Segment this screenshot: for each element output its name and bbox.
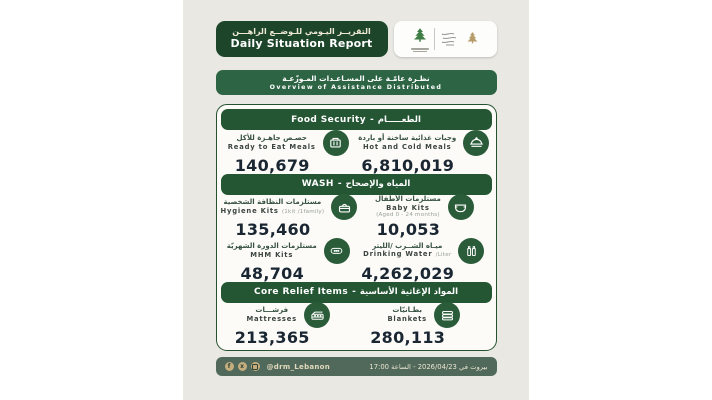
infographic-canvas (183, 0, 529, 400)
calligraphy-mark (440, 30, 460, 48)
stat-baby-kits (357, 195, 491, 239)
stat-label-english: Baby Kits (386, 203, 430, 212)
stat-value: 135,460 (235, 220, 311, 240)
stat-label-arabic: فرشـــات (255, 306, 289, 315)
stat-value: 10,053 (376, 220, 441, 240)
x-icon: x (238, 362, 247, 371)
stats-box (216, 104, 497, 351)
presidency-tan-cedar-logo (465, 30, 480, 48)
stat-label-arabic: وجبات غذائية ساخنة أو باردة (358, 133, 457, 142)
water-bottle-icon (458, 238, 484, 264)
stat-value: 4,262,029 (361, 263, 455, 283)
stat-value: 140,679 (234, 155, 310, 175)
footer-bar (216, 357, 497, 376)
drm-green-cedar-logo (411, 26, 429, 52)
stat-label-arabic: مستلزمات النظافة الشخصية (223, 198, 322, 207)
logo-text-line (411, 48, 429, 50)
baby-diaper-icon (448, 194, 474, 220)
separator: - (337, 179, 342, 189)
section-title-english: Food Security (291, 114, 367, 125)
blanket-icon (434, 302, 460, 328)
stat-label-arabic: مستلزمات الأطفال (374, 194, 441, 203)
overview-title-english: Overview of Assistance Distributed (269, 83, 443, 91)
stat-ready-to-eat-meals (221, 130, 357, 174)
stat-label-arabic: ميـاه الشــرب /الليتر (372, 241, 443, 250)
section-title-arabic: المواد الإغاثية الأساسية (359, 287, 459, 297)
stat-blankets (356, 303, 492, 347)
stat-label-english: Mattresses (246, 315, 298, 324)
stat-value: 48,704 (240, 263, 305, 283)
stat-note: (Aged 0 - 24 months) (376, 212, 440, 219)
ready-meal-box-icon (323, 130, 349, 156)
separator: - (370, 114, 374, 125)
stat-hygiene-kits (221, 195, 358, 239)
section-title-english: Core Relief Items (253, 287, 349, 297)
mhm-kit-icon (324, 238, 350, 264)
mattress-icon (304, 302, 330, 328)
section-header-wash (221, 174, 492, 195)
section-title-arabic: الطعـــــام (377, 114, 421, 125)
stat-mhm-kits (221, 238, 357, 282)
report-date-time: بيروت في 2026/04/23 - الساعة 17:00 (369, 362, 488, 371)
stat-mattresses (221, 303, 357, 347)
stat-label-arabic: بطـانيّات (392, 306, 423, 315)
wash-row-2 (221, 238, 492, 282)
hot-meal-icon (463, 130, 489, 156)
section-header-core-relief (221, 282, 492, 303)
report-title-english: Daily Situation Report (230, 37, 373, 51)
stat-value: 280,113 (370, 328, 446, 348)
stat-hot-and-cold-meals (356, 130, 492, 174)
stat-value: 213,365 (234, 328, 310, 348)
facebook-icon: f (225, 362, 234, 371)
stat-label-arabic: مستلزمات الدورة الشهريّة (226, 241, 317, 250)
section-title-english: WASH (301, 179, 334, 189)
report-title-box (216, 21, 388, 57)
hygiene-bag-icon (331, 194, 357, 220)
separator: - (352, 287, 356, 297)
stat-label-arabic: حصـص جاهـزة للأكل (236, 133, 307, 142)
section-title-arabic: المياه والإصحاح (345, 179, 411, 189)
report-title-arabic: التقريــر اليـومي للـوضــع الراهـــن (232, 27, 371, 37)
wash-row-1 (221, 195, 492, 239)
stat-note: (1kit /1family) (281, 208, 325, 215)
stat-label-english: Hygiene Kits (220, 206, 279, 215)
core-relief-row (221, 303, 492, 347)
stat-label-english: MHM Kits (250, 250, 294, 259)
stat-note: /Liter (435, 252, 452, 259)
stat-value: 6,810,019 (361, 155, 455, 175)
section-header-food-security (221, 109, 492, 130)
social-handle: @drm_Lebanon (266, 362, 331, 371)
instagram-icon (251, 362, 260, 371)
social-links (225, 362, 331, 371)
stat-label-english: Ready to Eat Meals (227, 142, 316, 151)
logo-text-line (413, 51, 427, 53)
stat-drinking-water (356, 238, 492, 282)
stat-label-english: Blankets (387, 315, 428, 324)
food-security-row (221, 130, 492, 174)
overview-banner (216, 70, 497, 95)
logo-box (394, 21, 497, 57)
stat-label-english: Drinking Water (363, 250, 433, 259)
overview-title-arabic: نظـرة عامّـة على المسـاعـدات المـوزّعـة (282, 73, 430, 83)
header (216, 21, 497, 57)
logo-divider (434, 28, 435, 50)
stat-label-english: Hot and Cold Meals (362, 142, 452, 151)
